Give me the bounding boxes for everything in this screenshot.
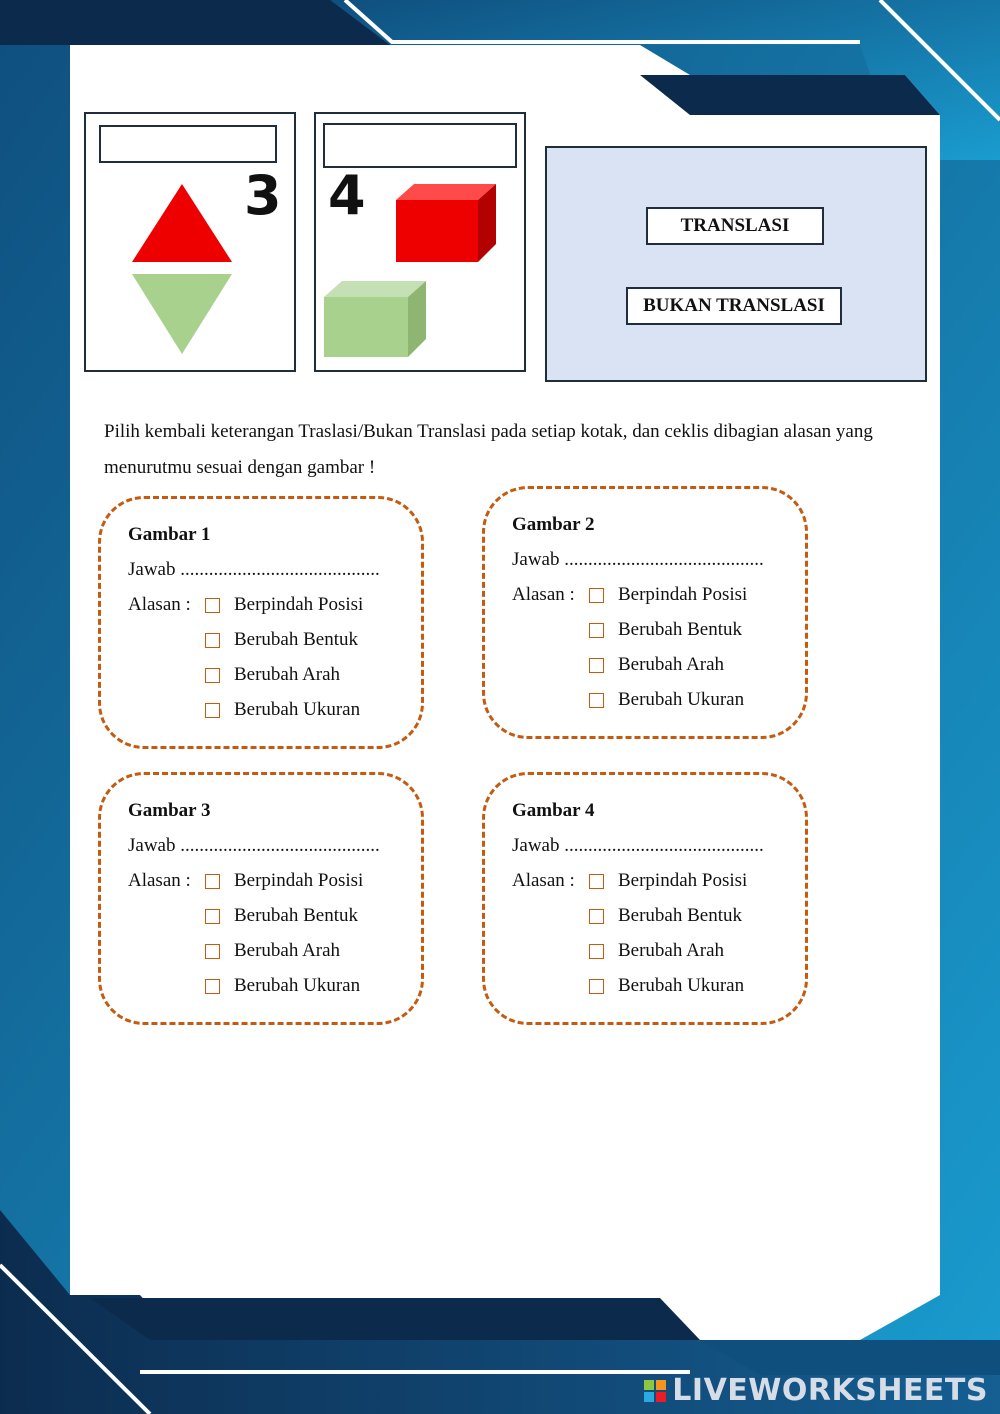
- question-title: Gambar 4: [512, 800, 595, 821]
- checkbox[interactable]: [589, 909, 604, 924]
- choice-label: Berpindah Posisi: [618, 584, 748, 605]
- choice-label: Berubah Arah: [618, 654, 725, 675]
- choice-label: Berpindah Posisi: [234, 594, 364, 615]
- checkbox[interactable]: [589, 979, 604, 994]
- green-cuboid-shape: [322, 279, 428, 361]
- choice-berubah-bentuk[interactable]: [205, 905, 358, 927]
- card-3: [84, 112, 296, 372]
- question-box-3: [98, 772, 424, 1025]
- option-bukan-translasi[interactable]: BUKAN TRANSLASI: [626, 287, 842, 325]
- checkbox[interactable]: [205, 633, 220, 648]
- instruction-text: Pilih kembali keterangan Traslasi/Bukan Translasi pada setiap kotak, dan ceklis dibagian alasan yang menurutmu sesuai dengan gambar !: [104, 421, 873, 478]
- alasan-label: Alasan :: [128, 870, 191, 891]
- checkbox[interactable]: [205, 598, 220, 613]
- choice-label: Berubah Bentuk: [618, 619, 743, 640]
- question-box-2: [482, 486, 808, 739]
- checkbox[interactable]: [589, 658, 604, 673]
- choice-label: Berubah Bentuk: [618, 905, 743, 926]
- jawab-line[interactable]: Jawab ..........................................: [128, 835, 380, 856]
- choice-label: Berubah Ukuran: [618, 689, 745, 710]
- checkbox[interactable]: [205, 909, 220, 924]
- alasan-label: Alasan :: [512, 870, 575, 891]
- choice-berubah-ukuran[interactable]: [589, 975, 744, 997]
- question-box-1: [98, 496, 424, 749]
- choice-berubah-bentuk[interactable]: [589, 905, 742, 927]
- question-title: Gambar 2: [512, 514, 595, 535]
- choice-label: Berubah Arah: [234, 664, 341, 685]
- checkbox[interactable]: [589, 623, 604, 638]
- option-translasi[interactable]: TRANSLASI: [646, 207, 824, 245]
- choice-label: Berubah Arah: [234, 940, 341, 961]
- choice-berubah-arah[interactable]: [589, 654, 724, 676]
- choice-berubah-arah[interactable]: [205, 940, 340, 962]
- choice-berubah-arah[interactable]: [205, 664, 340, 686]
- choice-berubah-ukuran[interactable]: [205, 975, 360, 997]
- checkbox[interactable]: [589, 944, 604, 959]
- card-number-3: 3: [244, 164, 282, 227]
- checkbox[interactable]: [205, 944, 220, 959]
- choice-label: Berubah Arah: [618, 940, 725, 961]
- question-title: Gambar 1: [128, 524, 211, 545]
- jawab-line[interactable]: Jawab ..........................................: [512, 549, 764, 570]
- checkbox[interactable]: [205, 703, 220, 718]
- choice-berpindah-posisi[interactable]: [589, 584, 747, 606]
- answer-slot-card-3[interactable]: [99, 125, 277, 163]
- choice-label: Berubah Bentuk: [234, 905, 359, 926]
- card-number-4: 4: [328, 164, 366, 227]
- green-inverted-triangle-shape: [130, 272, 234, 356]
- red-triangle-shape: [130, 182, 234, 264]
- choice-berpindah-posisi[interactable]: [205, 594, 363, 616]
- choice-label: Berubah Bentuk: [234, 629, 359, 650]
- choice-label: Berpindah Posisi: [234, 870, 364, 891]
- answer-slot-card-4[interactable]: [323, 123, 517, 168]
- alasan-label: Alasan :: [128, 594, 191, 615]
- choice-label: Berubah Ukuran: [234, 975, 361, 996]
- choice-label: Berubah Ukuran: [618, 975, 745, 996]
- choice-berubah-arah[interactable]: [589, 940, 724, 962]
- alasan-label: Alasan :: [512, 584, 575, 605]
- jawab-line[interactable]: Jawab ..........................................: [128, 559, 380, 580]
- red-cuboid-shape: [394, 182, 498, 264]
- answer-options-panel: [545, 146, 927, 382]
- choice-berubah-bentuk[interactable]: [205, 629, 358, 651]
- jawab-line[interactable]: Jawab ..........................................: [512, 835, 764, 856]
- choice-berubah-ukuran[interactable]: [589, 689, 744, 711]
- card-4: [314, 112, 526, 372]
- question-box-4: [482, 772, 808, 1025]
- choice-label: Berubah Ukuran: [234, 699, 361, 720]
- choice-berpindah-posisi[interactable]: [589, 870, 747, 892]
- choice-berpindah-posisi[interactable]: [205, 870, 363, 892]
- question-title: Gambar 3: [128, 800, 211, 821]
- watermark-text: LIVEWORKSHEETS: [672, 1373, 988, 1408]
- liveworksheets-logo-icon: [644, 1380, 666, 1402]
- checkbox[interactable]: [589, 588, 604, 603]
- checkbox[interactable]: [589, 693, 604, 708]
- liveworksheets-watermark: [644, 1373, 988, 1408]
- checkbox[interactable]: [205, 668, 220, 683]
- choice-berubah-ukuran[interactable]: [205, 699, 360, 721]
- checkbox[interactable]: [205, 874, 220, 889]
- choice-berubah-bentuk[interactable]: [589, 619, 742, 641]
- checkbox[interactable]: [589, 874, 604, 889]
- checkbox[interactable]: [205, 979, 220, 994]
- choice-label: Berpindah Posisi: [618, 870, 748, 891]
